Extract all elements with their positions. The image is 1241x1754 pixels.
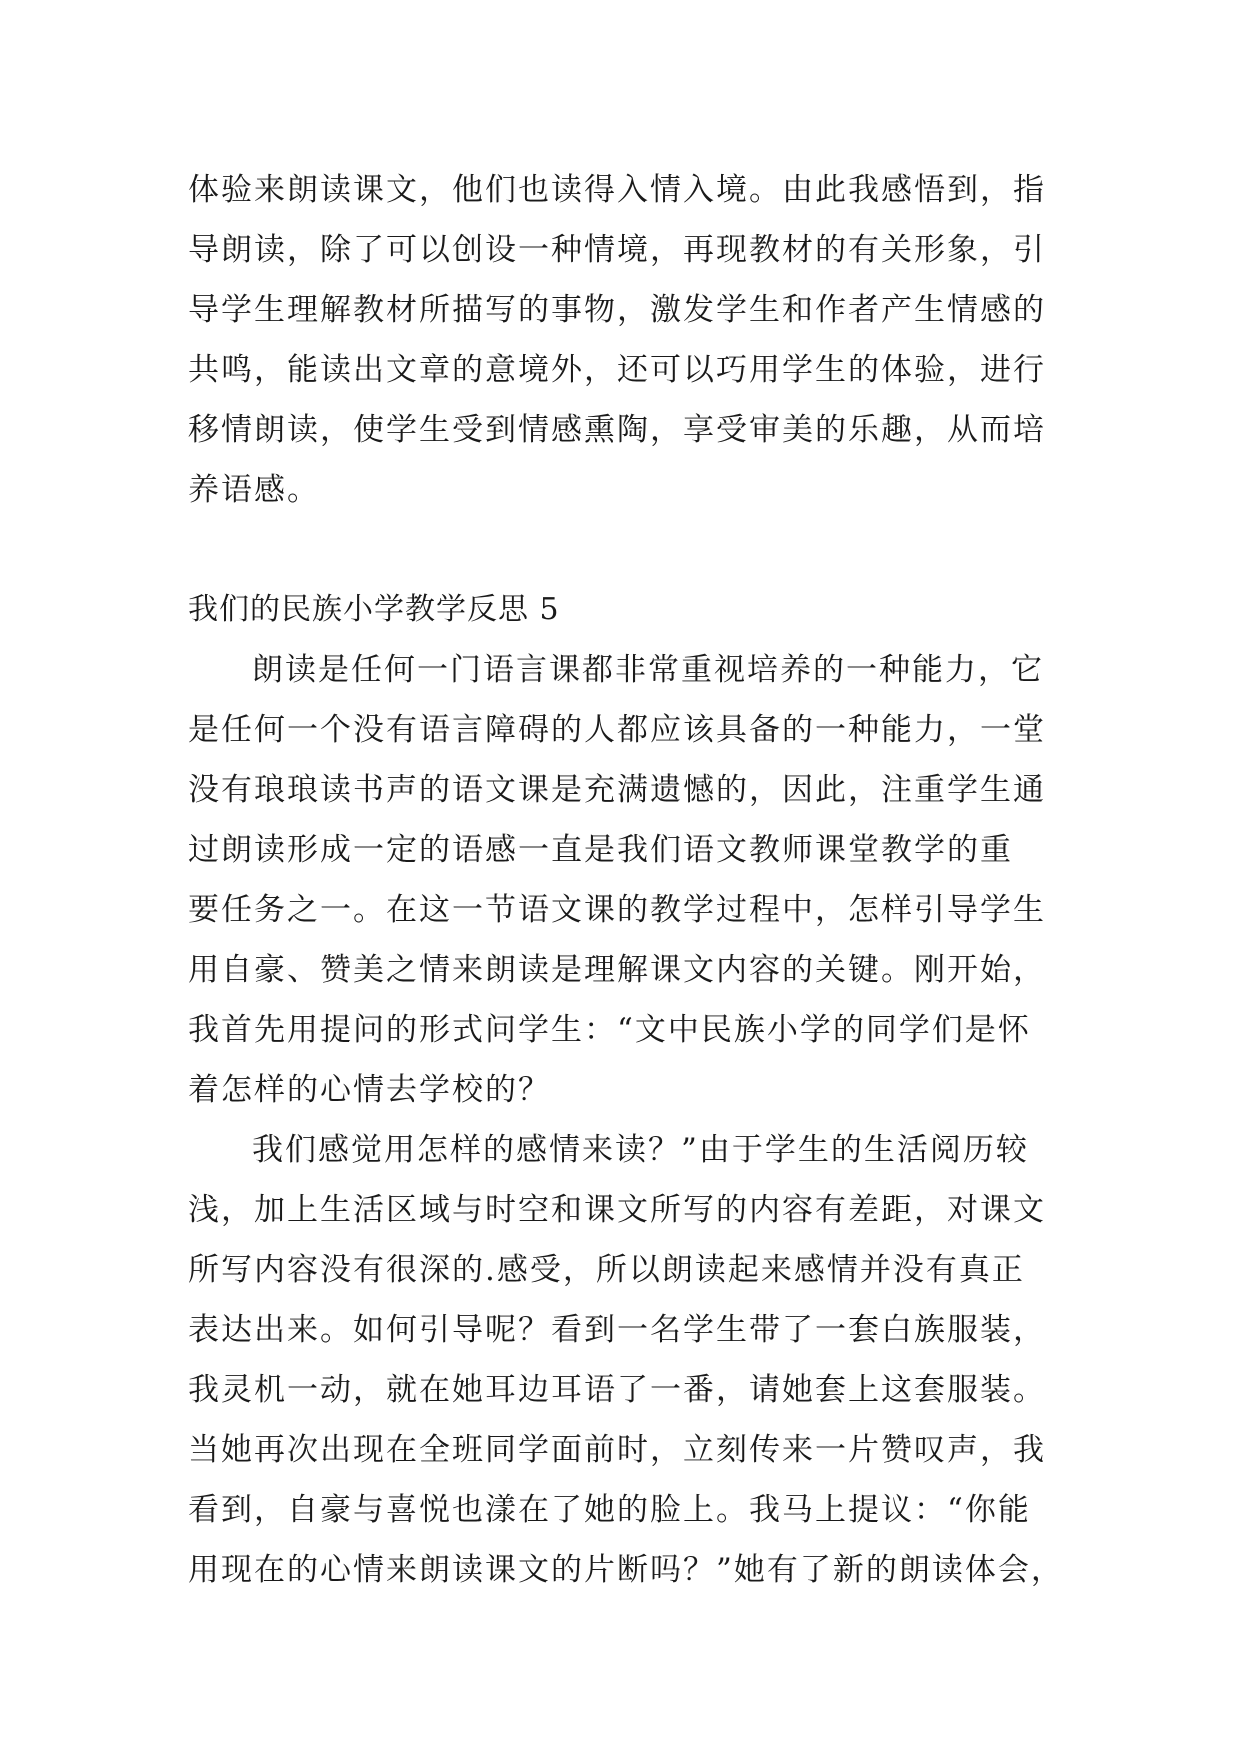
text-line: 看到，自豪与喜悦也漾在了她的脸上。我马上提议：“你能: [188, 1492, 1031, 1528]
text-line: 体验来朗读课文，他们也读得入情入境。由此我感悟到，指: [188, 172, 1046, 208]
text-line: 朗读是任何一门语言课都非常重视培养的一种能力，它: [252, 652, 1044, 688]
text-line: 浅，加上生活区域与时空和课文所写的内容有差距，对课文: [188, 1192, 1046, 1228]
paragraph-continued: [188, 160, 1058, 520]
text-line: 当她再次出现在全班同学面前时，立刻传来一片赞叹声，我: [188, 1432, 1046, 1468]
text-line: 用自豪、赞美之情来朗读是理解课文内容的关键。刚开始，: [188, 952, 1046, 988]
text-line: 养语感。: [188, 472, 320, 508]
text-line: 过朗读形成一定的语感一直是我们语文教师课堂教学的重: [188, 832, 1013, 868]
text-line: 移情朗读，使学生受到情感熏陶，享受审美的乐趣，从而培: [188, 412, 1046, 448]
text-line: 导学生理解教材所描写的事物，激发学生和作者产生情感的: [188, 292, 1046, 328]
text-line: 着怎样的心情去学校的？: [188, 1072, 551, 1108]
text-line: 表达出来。如何引导呢？看到一名学生带了一套白族服装，: [188, 1312, 1046, 1348]
document-body: [188, 160, 1064, 1600]
text-line: 共鸣，能读出文章的意境外，还可以巧用学生的体验，进行: [188, 352, 1046, 388]
text-line: 用现在的心情来朗读课文的片断吗？”她有了新的朗读体会，: [188, 1552, 1064, 1588]
paragraph-2: [188, 1120, 1064, 1600]
text-line: 是任何一个没有语言障碍的人都应该具备的一种能力，一堂: [188, 712, 1046, 748]
text-line: 我首先用提问的形式问学生：“文中民族小学的同学们是怀: [188, 1012, 1031, 1048]
text-line: 导朗读，除了可以创设一种情境，再现教材的有关形象，引: [188, 232, 1046, 268]
text-line: 所写内容没有很深的.感受，所以朗读起来感情并没有真正: [188, 1252, 1025, 1288]
text-line: 要任务之一。在这一节语文课的教学过程中，怎样引导学生: [188, 892, 1046, 928]
text-line: 我灵机一动，就在她耳边耳语了一番，请她套上这套服装。: [188, 1372, 1046, 1408]
text-line: 没有琅琅读书声的语文课是充满遗憾的，因此，注重学生通: [188, 772, 1046, 808]
text-line: 我们感觉用怎样的感情来读？”由于学生的生活阅历较: [252, 1132, 1029, 1168]
section-title: 我们的民族小学教学反思 5: [188, 592, 560, 627]
paragraph-1: [188, 640, 1058, 1120]
blank-spacer: [188, 520, 1058, 580]
